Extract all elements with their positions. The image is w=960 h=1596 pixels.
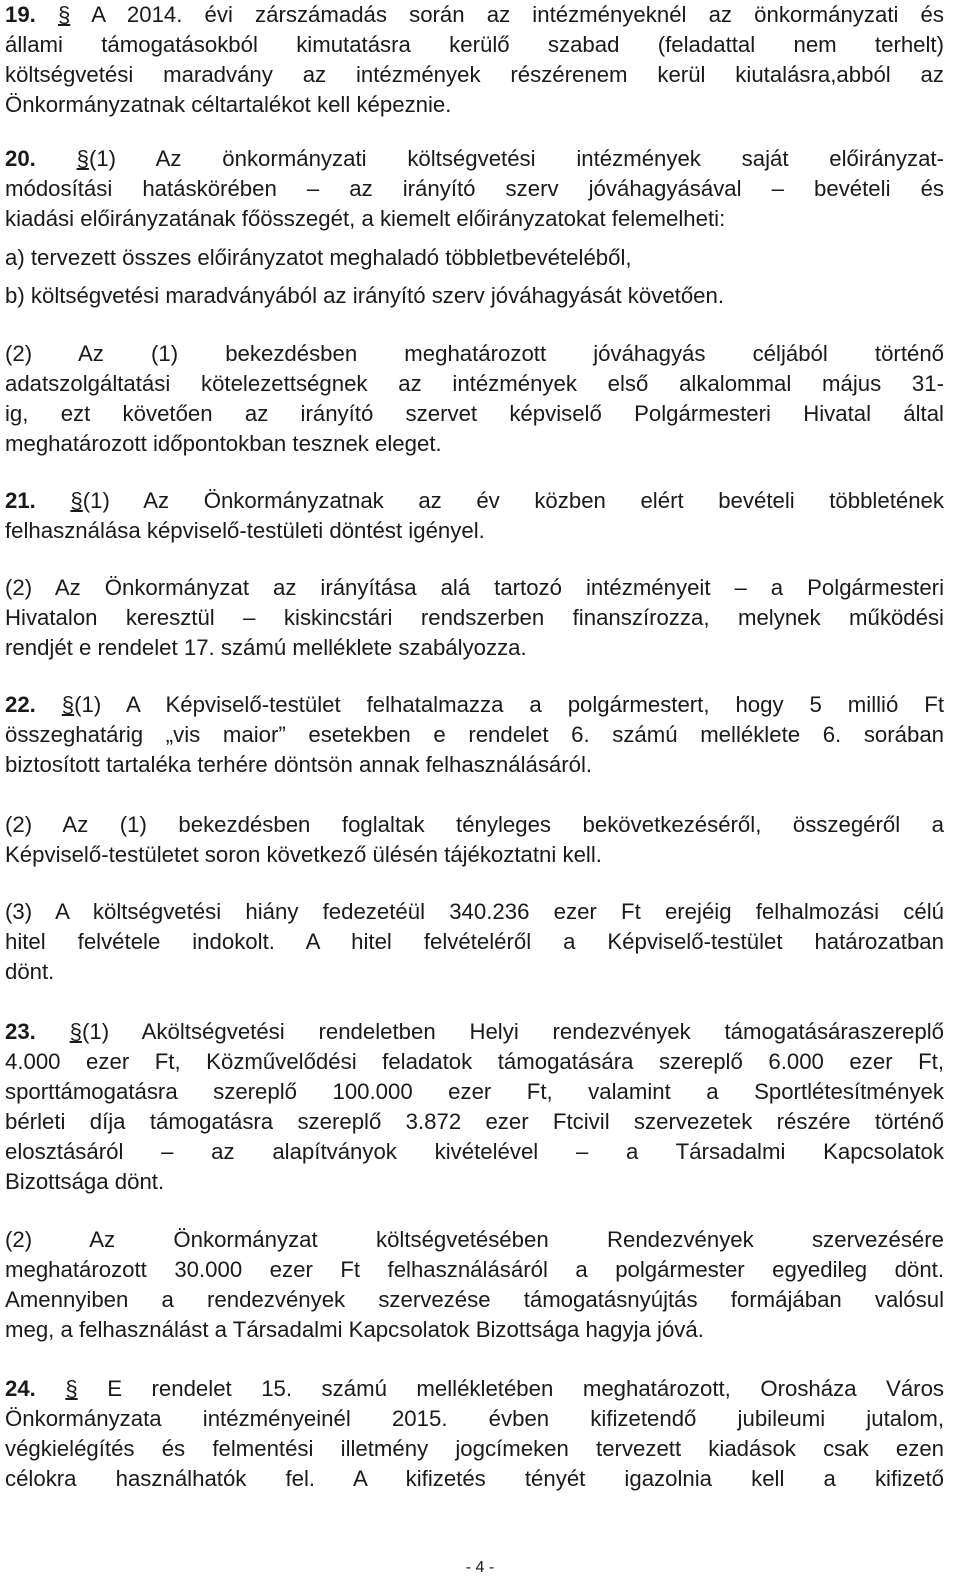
p23-line-4: bérleti díja támogatásra szereplő 3.872 ezer Ftcivil szervezetek részére történő xyxy=(5,1109,944,1134)
section-sign: § xyxy=(76,146,89,171)
p20-text: (1) Az önkormányzati költségvetési intézmények saját előirányzat- xyxy=(88,146,944,171)
p21-line-2: felhasználása képviselő-testületi döntést igényel. xyxy=(5,518,485,543)
p22-line-1 xyxy=(5,690,944,720)
p20-line-1 xyxy=(5,144,944,174)
p23-s2-line-3: Amennyiben a rendezvények szervezése támogatásnyújtás formájában valósul xyxy=(5,1287,944,1312)
section-number: 23. xyxy=(5,1019,36,1044)
p22-s3-line-1: (3) A költségvetési hiány fedezetéül 340.236 ezer Ft erejéig felhalmozási célú xyxy=(5,899,944,924)
p21-text: (1) Az Önkormányzatnak az év közben elért bevételi többletének xyxy=(82,488,944,513)
p22-s2-line-1: (2) Az (1) bekezdésben foglaltak tényleges bekövetkezéséről, összegéről a xyxy=(5,812,944,837)
p24-line-4: célokra használhatók fel. A kifizetés tényét igazolnia kell a kifizető xyxy=(5,1466,944,1491)
p24-line-3: végkielégítés és felmentési illetmény jogcímeken tervezett kiadások csak ezen xyxy=(5,1436,944,1461)
section-number: 19. xyxy=(5,2,36,27)
p19-text: A 2014. évi zárszámadás során az intézményeknél az önkormányzati és xyxy=(70,2,944,27)
p19-line-3: költségvetési maradvány az intézmények részérenem kerül kiutalásra,abból az xyxy=(5,62,944,87)
p19-line-1 xyxy=(5,0,944,30)
p23-line-3: sporttámogatásra szereplő 100.000 ezer Ft, valamint a Sportlétesítmények xyxy=(5,1079,944,1104)
p23-line-6: Bizottsága dönt. xyxy=(5,1169,165,1194)
p22-s3-line-2: hitel felvétele indokolt. A hitel felvételéről a Képviselő-testület határozatban xyxy=(5,929,944,954)
section-sign: § xyxy=(65,1376,78,1401)
p23-s2-line-4: meg, a felhasználást a Társadalmi Kapcsolatok Bizottsága hagyja jóvá. xyxy=(5,1317,704,1342)
section-number: 20. xyxy=(5,146,36,171)
p21-s2-line-1: (2) Az Önkormányzat az irányítása alá tartozó intézményeit – a Polgármesteri xyxy=(5,575,944,600)
p20-item-a: a) tervezett összes előirányzatot meghaladó többletbevételéből, xyxy=(5,245,632,270)
section-sign: § xyxy=(70,488,83,513)
p24-text: E rendelet 15. számú mellékletében meghatározott, Orosháza Város xyxy=(77,1376,944,1401)
p23-text: (1) Aköltségvetési rendeletben Helyi rendezvények támogatásáraszereplő xyxy=(81,1019,944,1044)
section-sign: § xyxy=(57,2,71,27)
p23-line-2: 4.000 ezer Ft, Közművelődési feladatok támogatására szereplő 6.000 ezer Ft, xyxy=(5,1049,944,1074)
page-number: - 4 - xyxy=(465,1559,495,1576)
p23-s2-line-2: meghatározott 30.000 ezer Ft felhasználásáról a polgármester egyedileg dönt. xyxy=(5,1257,944,1282)
p20-line-2: módosítási hatáskörében – az irányító szerv jóváhagyásával – bevételi és xyxy=(5,176,944,201)
p23-line-5: elosztásáról – az alapítványok kivételével – a Társadalmi Kapcsolatok xyxy=(5,1139,944,1164)
p22-line-2: összeghatárig „vis maior” esetekben e rendelet 6. számú melléklete 6. sorában xyxy=(5,722,944,747)
section-number: 21. xyxy=(5,488,36,513)
p19-line-4: Önkormányzatnak céltartalékot kell képeznie. xyxy=(5,92,452,117)
p24-line-1 xyxy=(5,1374,944,1404)
p22-text: (1) A Képviselő-testület felhatalmazza a polgármestert, hogy 5 millió Ft xyxy=(74,692,944,717)
p21-line-1 xyxy=(5,486,944,516)
section-sign: § xyxy=(69,1019,82,1044)
p20-line-3: kiadási előirányzatának főösszegét, a kiemelt előirányzatokat felemelheti: xyxy=(5,206,726,231)
p21-s2-line-3: rendjét e rendelet 17. számú melléklete szabályozza. xyxy=(5,635,527,660)
section-number: 22. xyxy=(5,692,36,717)
p20-s2-line-3: ig, ezt követően az irányító szervet képviselő Polgármesteri Hivatal által xyxy=(5,401,944,426)
p22-line-3: biztosított tartaléka terhére döntsön annak felhasználásáról. xyxy=(5,752,593,777)
p21-s2-line-2: Hivatalon keresztül – kiskincstári rendszerben finanszírozza, melynek működési xyxy=(5,605,944,630)
section-sign: § xyxy=(61,692,75,717)
p20-item-b: b) költségvetési maradványából az irányító szerv jóváhagyását követően. xyxy=(5,283,725,308)
p20-s2-line-1: (2) Az (1) bekezdésben meghatározott jóváhagyás céljából történő xyxy=(5,341,944,366)
p20-s2-line-4: meghatározott időpontokban tesznek eleget. xyxy=(5,431,442,456)
p19-line-2: állami támogatásokból kimutatásra kerülő szabad (feladattal nem terhelt) xyxy=(5,32,944,57)
p23-s2-line-1: (2) Az Önkormányzat költségvetésében Rendezvények szervezésére xyxy=(5,1227,944,1252)
p20-s2-line-2: adatszolgáltatási kötelezettségnek az intézmények első alkalommal május 31- xyxy=(5,371,944,396)
p22-s2-line-2: Képviselő-testületet soron következő ülésén tájékoztatni kell. xyxy=(5,842,602,867)
p22-s3-line-3: dönt. xyxy=(5,959,55,984)
p23-line-1 xyxy=(5,1017,944,1047)
section-number: 24. xyxy=(5,1376,36,1401)
p24-line-2: Önkormányzata intézményeinél 2015. évben kifizetendő jubileumi jutalom, xyxy=(5,1406,944,1431)
